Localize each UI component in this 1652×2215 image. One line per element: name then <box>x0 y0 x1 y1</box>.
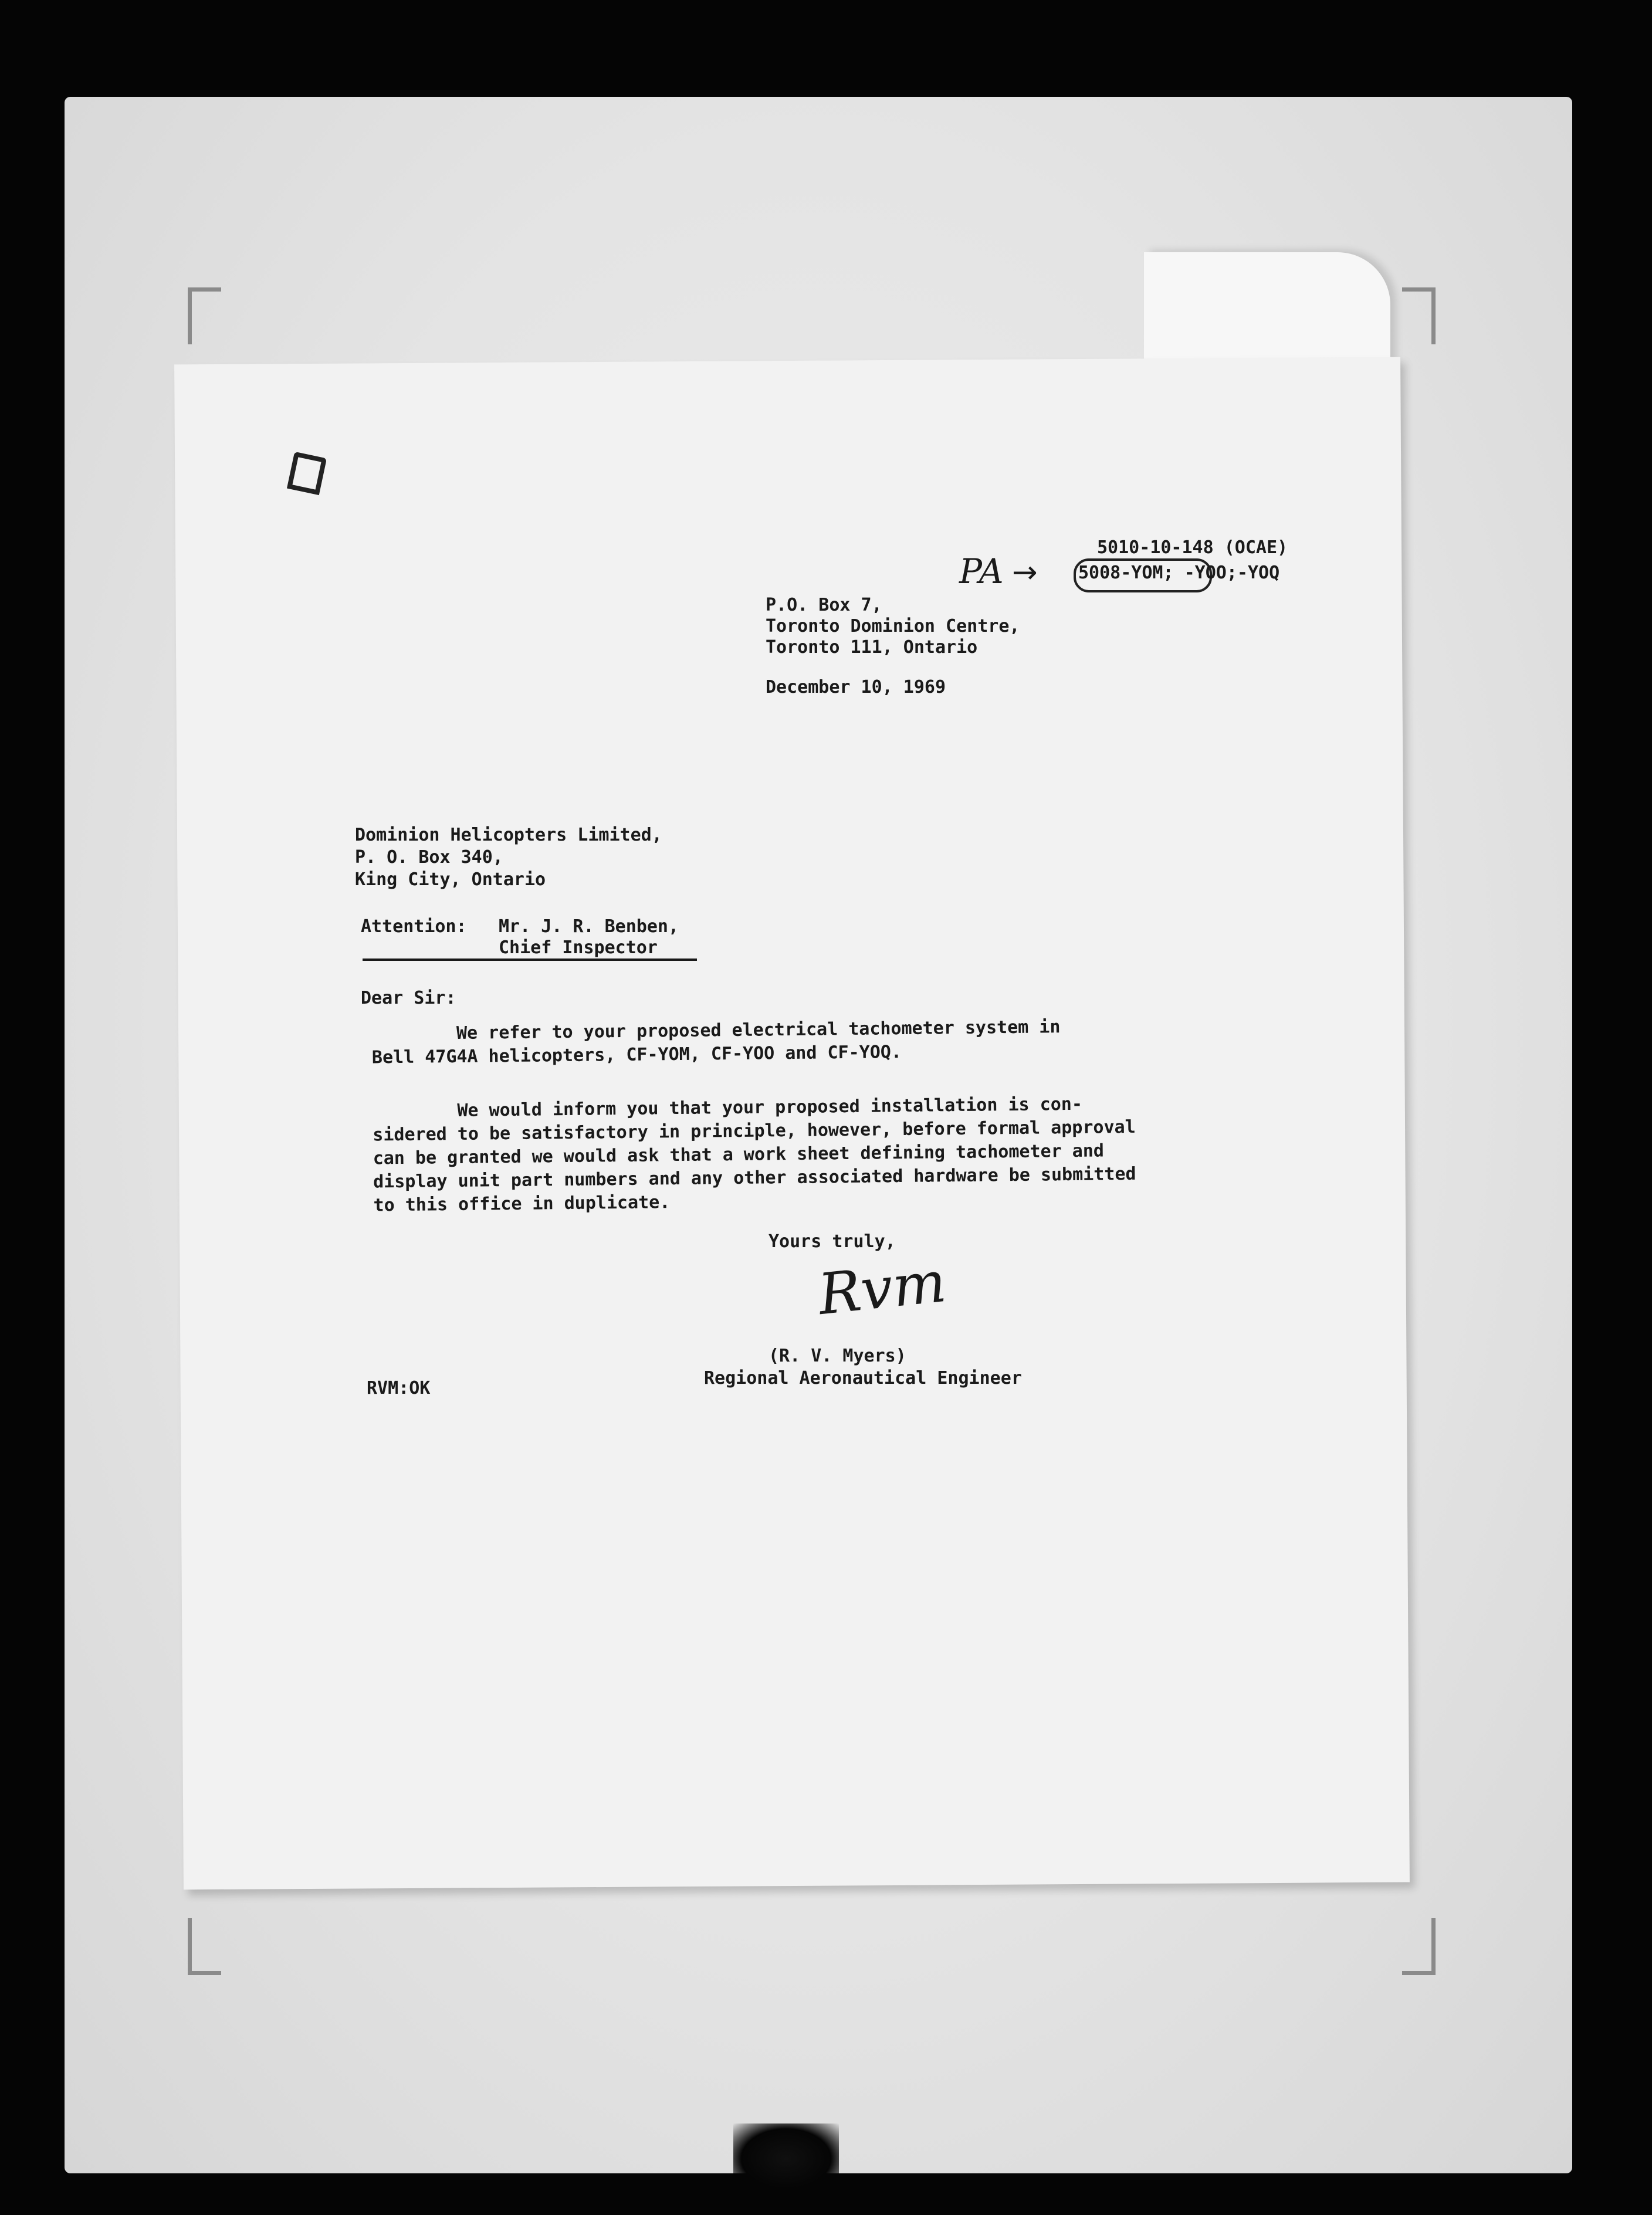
attention-underline <box>363 959 697 961</box>
file-reference-line1: 5010-10-148 (OCAE) <box>1097 537 1288 558</box>
file-reference-rest: -YOO;-YOQ <box>1184 563 1280 583</box>
crop-mark-bottom-left <box>188 1918 221 1975</box>
film-blemish <box>733 2123 839 2194</box>
paragraph-2-line: display unit part numbers and any other associated hardware be submitted <box>373 1163 1136 1193</box>
attention-title: Chief Inspector <box>499 937 658 958</box>
paragraph-2-line: We would inform you that your proposed installation is con- <box>372 1093 1083 1122</box>
signer-title: Regional Aeronautical Engineer <box>704 1368 1022 1388</box>
typist-initials: RVM:OK <box>367 1378 431 1398</box>
signer-name: (R. V. Myers) <box>769 1346 906 1366</box>
paragraph-2-line: sidered to be satisfactory in principle, however, before formal approval <box>373 1116 1136 1146</box>
crop-mark-top-right <box>1402 287 1436 344</box>
file-reference-circled: 5008-YOM; <box>1078 563 1174 583</box>
salutation: Dear Sir: <box>361 988 456 1008</box>
paragraph-1-line: We refer to your proposed electrical tachometer system in <box>371 1017 1061 1045</box>
crop-mark-bottom-right <box>1402 1918 1436 1975</box>
sender-address-line2: Toronto Dominion Centre, <box>766 616 1020 636</box>
paragraph-1-line: Bell 47G4A helicopters, CF-YOM, CF-YOO and CF-YOQ. <box>371 1042 902 1068</box>
paragraph-2-line: to this office in duplicate. <box>373 1192 671 1216</box>
paragraph-2-line: can be granted we would ask that a work sheet defining tachometer and <box>373 1140 1105 1169</box>
crop-mark-top-left <box>188 287 221 344</box>
attention-label: Attention: <box>361 916 467 937</box>
recipient-line3: King City, Ontario <box>355 869 546 890</box>
letter-date: December 10, 1969 <box>766 677 946 697</box>
handwritten-initials: PA <box>959 551 1004 591</box>
sender-address-line3: Toronto 111, Ontario <box>766 637 978 658</box>
arrow-right-icon: → <box>1012 555 1038 590</box>
page-curl <box>1144 252 1390 370</box>
sender-address-line1: P.O. Box 7, <box>766 595 882 615</box>
file-reference-line2 <box>1078 560 1279 586</box>
recipient-line2: P. O. Box 340, <box>355 847 503 868</box>
attention-name: Mr. J. R. Benben, <box>499 916 679 937</box>
handwritten-signature: Rvm <box>815 1248 949 1328</box>
recipient-line1: Dominion Helicopters Limited, <box>355 825 662 845</box>
closing: Yours truly, <box>769 1231 896 1252</box>
